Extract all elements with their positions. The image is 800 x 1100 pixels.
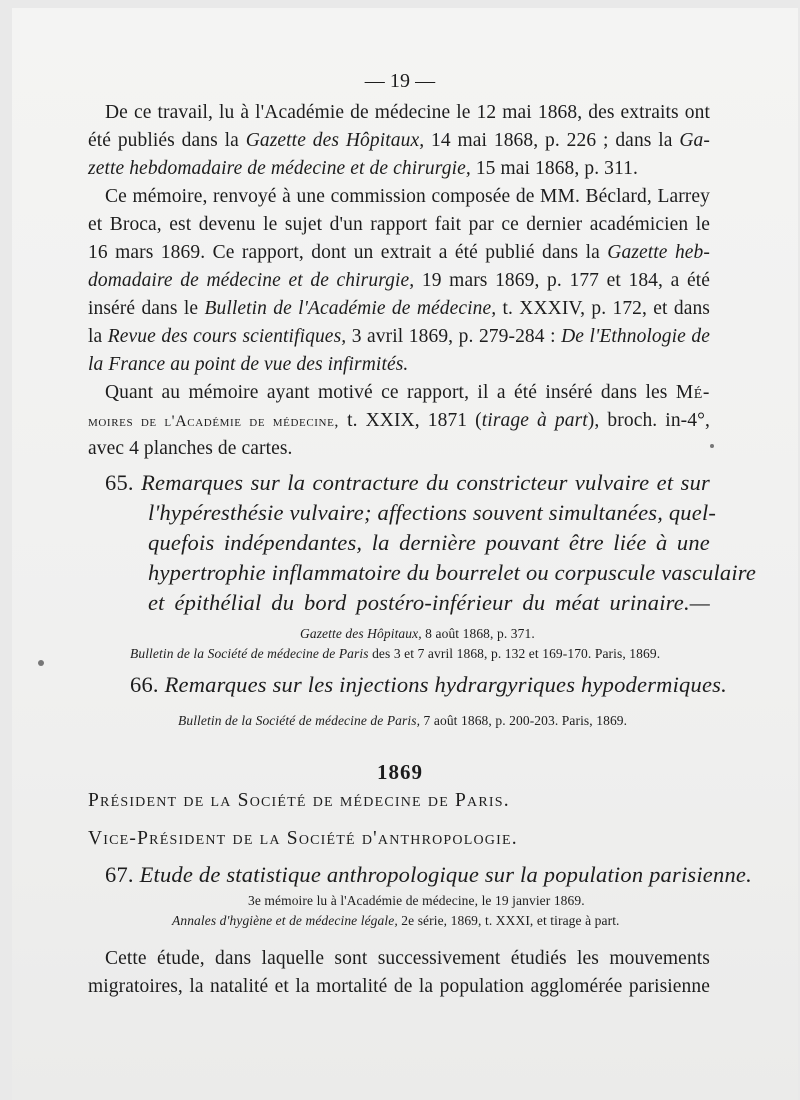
paragraph-line [88,156,638,182]
entry-number: 65. [105,470,134,495]
journal-title: Annales d'hygiène et de médecine légale, [172,913,398,928]
entry-line [130,672,727,698]
entry-title: Remarques sur les injections hydrargyriques hypodermiques. [164,672,727,697]
reference-line: 3e mémoire lu à l'Académie de médecine, le 19 janvier 1869. [248,893,585,908]
role-heading: Vice-Président de la Société d'anthropologie. [88,828,518,849]
page-number: — 19 — [364,70,436,92]
entry-line: quefois indépendantes, la dernière pouvant être liée à une [148,530,710,555]
paragraph-line [88,408,710,435]
entry-number: 67. [105,862,134,887]
entry-line: et épithélial du bord postéro-inférieur du méat urinaire.— [148,590,710,615]
journal-title: Gazette des Hôpitaux, [245,130,425,151]
text-run: 19 mars 1869, p. 177 et 184, a été [414,270,710,291]
journal-title: Mé- [675,382,710,403]
scan-speck [710,444,714,448]
journal-title: Revue des cours scientifiques, [107,326,347,347]
paragraph-line [88,324,710,350]
journal-title: Gazette des Hôpitaux, [300,626,422,641]
entry-line [105,862,752,888]
text-run: la [88,326,108,347]
entry-line: hypertrophie inflammatoire du bourrelet ou corpuscule vasculaire [148,560,757,585]
paragraph-line [88,128,710,154]
role-heading: Président de la Société de médecine de Paris. [88,790,510,811]
paragraph-line [88,296,710,322]
text-run: 7 août 1868, p. 200-203. Paris, 1869. [420,713,628,728]
journal-title: Bulletin de l'Académie de médecine, [204,298,497,319]
text-run: 16 mars 1869. Ce rapport, dont un extrait a été publié dans la [88,242,608,263]
reference-line [130,645,660,663]
paragraph-line: la France au point de vue des infirmités. [88,354,409,375]
text-run: 14 mai 1868, p. 226 ; dans la [424,130,680,151]
paragraph-line: avec 4 planches de cartes. [88,438,293,459]
paragraph-line: migratoires, la natalité et la mortalité de la population agglomérée parisienne [88,976,710,997]
paragraph-line: Ce mémoire, renvoyé à une commission composée de MM. Béclard, Larrey [105,186,710,207]
paragraph-line: et Broca, est devenu le sujet d'un rapport fait par ce dernier académicien le [88,214,710,235]
article-title: De l'Ethnologie de [561,326,710,347]
text-run: des 3 et 7 avril 1868, p. 132 et 169-170. Paris, 1869. [368,646,661,661]
scan-speck [38,660,44,666]
text-run: t. XXIX, 1871 ( [339,410,482,431]
journal-title: domadaire de médecine et de chirurgie, [88,270,415,291]
entry-title: Remarques sur la contracture du constricteur vulvaire et sur [141,470,710,495]
text-run: 8 août 1868, p. 371. [421,626,535,641]
paragraph-line: Cette étude, dans laquelle sont successivement étudiés les mouvements [105,948,710,969]
entry-line: l'hypéresthésie vulvaire; affections souvent simultanées, quel- [148,500,717,525]
text-run: tirage à part [481,410,588,431]
text-run: 3 avril 1869, p. 279-284 : [346,326,562,347]
journal-title: Ga- [679,130,710,151]
journal-title: Bulletin de la Société de médecine de Paris, [178,713,421,728]
entry-title: Etude de statistique anthropologique sur la population parisienne. [139,862,752,887]
reference-line [178,712,627,730]
year-heading: 1869 [377,760,423,784]
text-run: t. XXXIV, p. 172, et dans [496,298,710,319]
paragraph-line [88,240,710,266]
text-run: 2e série, 1869, t. XXXI, et tirage à part. [397,913,620,928]
reference-line [172,912,620,930]
paragraph-line: De ce travail, lu à l'Académie de médecine le 12 mai 1868, des extraits ont [105,102,710,123]
entry-number: 66. [130,672,159,697]
journal-title: Bulletin de la Société de médecine de Paris [130,646,369,661]
text-run: 15 mai 1868, p. 311. [470,158,638,179]
text-run: ), broch. in-4°, [587,410,710,431]
text-run: Quant au mémoire ayant motivé ce rapport, il a été inséré dans les [105,382,676,403]
journal-title: Gazette heb- [607,242,710,263]
paragraph-line [105,380,710,406]
text-run: inséré dans le [88,298,205,319]
journal-title: zette hebdomadaire de médecine et de chirurgie, [88,158,471,179]
journal-title: moires de l'Académie de médecine, [88,413,340,430]
text-run: été publiés dans la [88,130,246,151]
entry-line [105,470,710,496]
paragraph-line [88,268,710,294]
reference-line [300,625,535,643]
